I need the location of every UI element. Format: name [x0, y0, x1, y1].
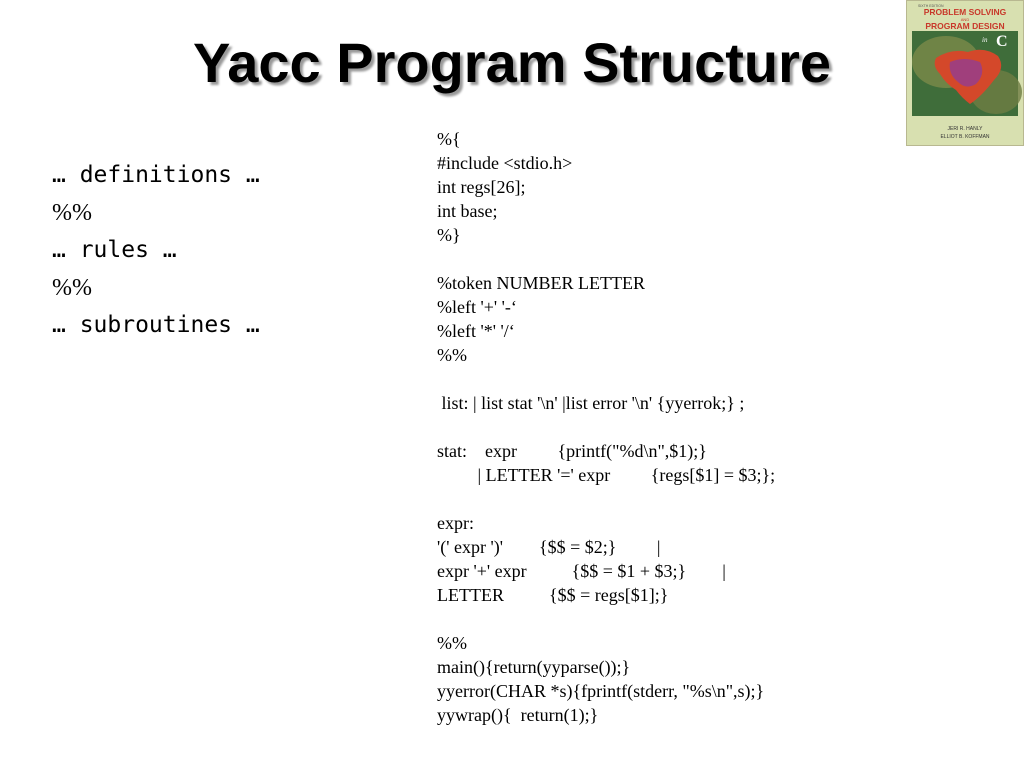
structure-list	[52, 160, 260, 348]
code-line: %left '*' '/‘	[437, 321, 515, 341]
code-line	[437, 367, 775, 391]
book-title-lang: C	[996, 33, 1008, 50]
book-title-in: in	[982, 36, 988, 44]
structure-definitions: … definitions …	[52, 162, 260, 188]
code-line	[437, 487, 775, 511]
code-line: %%	[437, 633, 467, 653]
code-line: | LETTER '=' expr {regs[$1] = $3;};	[437, 465, 776, 485]
code-line: list: | list stat '\n' |list error '\n' {yyerrok;} ;	[437, 393, 745, 413]
code-line: int regs[26];	[437, 177, 526, 197]
structure-separator: %%	[52, 274, 92, 301]
code-line: expr '+' expr {$$ = $1 + $3;} |	[437, 561, 726, 581]
code-line	[437, 247, 775, 271]
book-title-and: AND	[960, 17, 970, 22]
book-author1: JERI R. HANLY	[947, 126, 983, 132]
code-line: main(){return(yyparse());}	[437, 657, 631, 677]
code-line: LETTER {$$ = regs[$1];}	[437, 585, 669, 605]
code-line	[437, 607, 775, 631]
book-author2: ELLIOT B. KOFFMAN	[940, 134, 990, 140]
code-line: %}	[437, 225, 461, 245]
structure-separator: %%	[52, 199, 92, 226]
code-line: %left '+' '-‘	[437, 297, 517, 317]
code-line: %%	[437, 345, 467, 365]
code-line: %token NUMBER LETTER	[437, 273, 645, 293]
code-line: #include <stdio.h>	[437, 153, 573, 173]
code-line	[437, 415, 775, 439]
slide-title: Yacc Program Structure	[192, 31, 832, 94]
code-line: int base;	[437, 201, 498, 221]
book-title-line2: PROGRAM DESIGN	[925, 21, 1005, 31]
code-line: expr:	[437, 513, 474, 533]
code-line: '(' expr ')' {$$ = $2;} |	[437, 537, 661, 557]
book-cover-image	[906, 0, 1024, 146]
code-line: stat: expr {printf("%d\n",$1);}	[437, 441, 707, 461]
structure-subroutines: … subroutines …	[52, 312, 260, 338]
structure-rules: … rules …	[52, 237, 177, 263]
code-line: yyerror(CHAR *s){fprintf(stderr, "%s\n",s);}	[437, 681, 765, 701]
yacc-code-block	[437, 127, 775, 727]
code-line: %{	[437, 129, 461, 149]
book-edition: SIXTH EDITION	[918, 4, 944, 8]
book-title-line1: PROBLEM SOLVING	[923, 7, 1007, 17]
code-line: yywrap(){ return(1);}	[437, 705, 599, 725]
